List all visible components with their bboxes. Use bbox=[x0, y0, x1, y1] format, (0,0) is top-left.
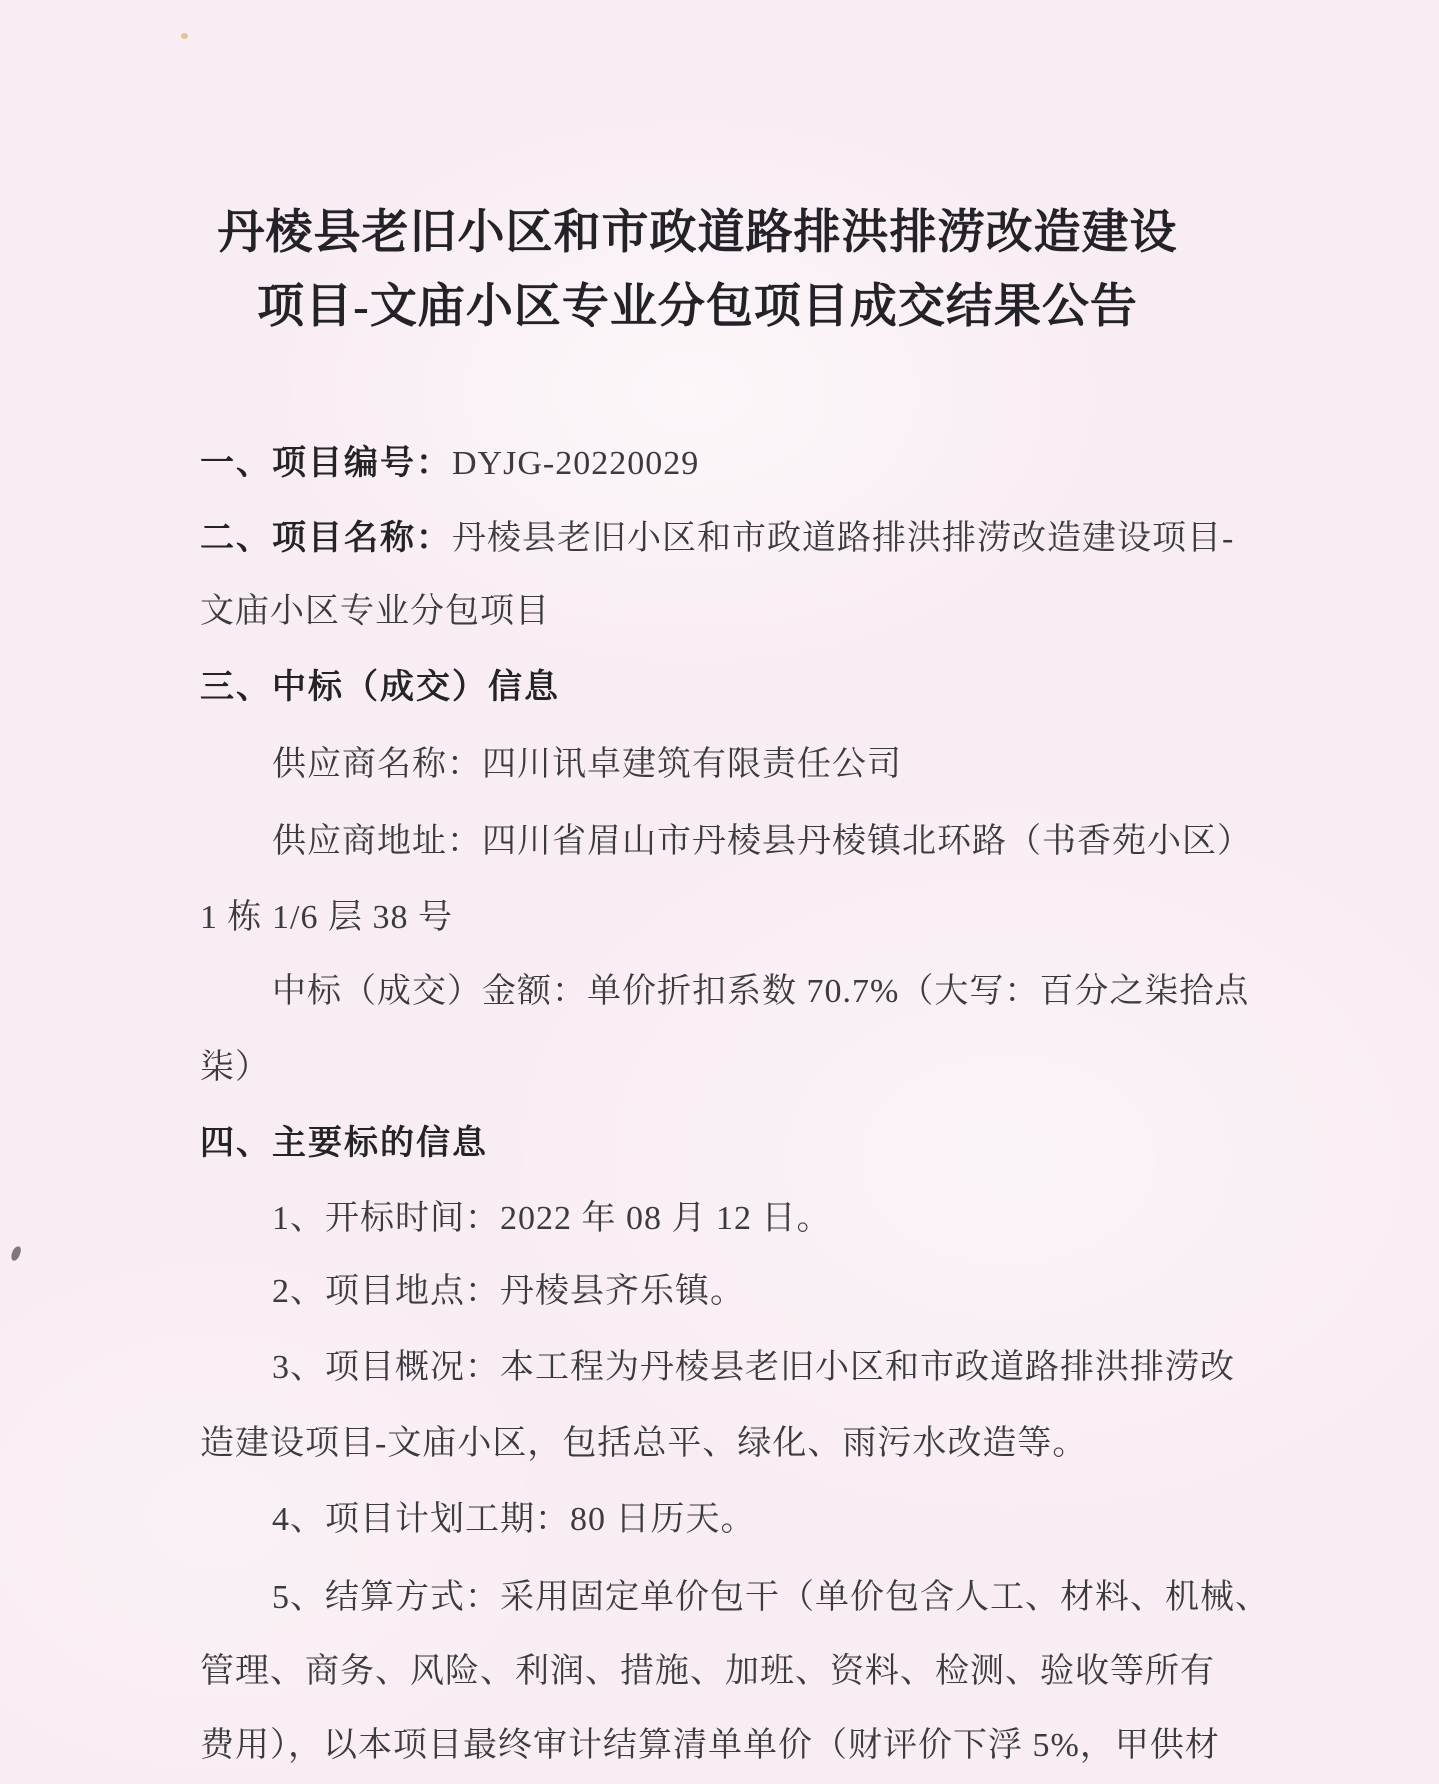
award-amount-continuation: 柒） bbox=[200, 1049, 270, 1086]
scan-speck-left bbox=[10, 1245, 22, 1262]
project-number-value: DYJG-20220029 bbox=[452, 445, 700, 482]
award-amount-line: 中标（成交）金额：单价折扣系数 70.7%（大写：百分之柒拾点 bbox=[272, 973, 1250, 1010]
title-line-2: 项目-文庙小区专业分包项目成交结果公告 bbox=[257, 281, 1138, 333]
project-name-line bbox=[200, 518, 1234, 559]
settlement-method-continuation-2: 费用），以本项目最终审计结算清单单价（财评价下浮 5%，甲供材 bbox=[200, 1727, 1220, 1764]
project-duration-line: 4、项目计划工期：80 日历天。 bbox=[272, 1501, 756, 1538]
project-name-continuation: 文庙小区专业分包项目 bbox=[200, 593, 550, 630]
project-name-value: 丹棱县老旧小区和市政道路排洪排涝改造建设项目- bbox=[452, 520, 1235, 557]
bid-opening-time-line: 1、开标时间：2022 年 08 月 12 日。 bbox=[272, 1200, 832, 1237]
supplier-address-continuation: 1 栋 1/6 层 38 号 bbox=[200, 899, 453, 936]
project-location-line: 2、项目地点：丹棱县齐乐镇。 bbox=[272, 1273, 745, 1310]
project-name-label: 二、项目名称： bbox=[200, 519, 452, 557]
award-info-heading: 三、中标（成交）信息 bbox=[200, 668, 560, 706]
project-overview-continuation: 造建设项目-文庙小区，包括总平、绿化、雨污水改造等。 bbox=[200, 1425, 1088, 1462]
supplier-address-line: 供应商地址：四川省眉山市丹棱县丹棱镇北环路（书香苑小区） bbox=[272, 823, 1252, 860]
project-number-line bbox=[200, 443, 699, 484]
document-title bbox=[170, 196, 1225, 344]
project-overview-line: 3、项目概况：本工程为丹棱县老旧小区和市政道路排洪排涝改 bbox=[272, 1349, 1235, 1386]
title-line-1: 丹棱县老旧小区和市政道路排洪排涝改造建设 bbox=[217, 207, 1178, 259]
settlement-method-continuation-1: 管理、商务、风险、利润、措施、加班、资料、检测、验收等所有 bbox=[200, 1653, 1215, 1690]
supplier-name-line: 供应商名称：四川讯卓建筑有限责任公司 bbox=[272, 746, 902, 783]
main-subject-heading: 四、主要标的信息 bbox=[200, 1124, 488, 1162]
settlement-method-line: 5、结算方式：采用固定单价包干（单价包含人工、材料、机械、 bbox=[272, 1579, 1270, 1616]
scan-speck-top bbox=[181, 33, 188, 39]
project-number-label: 一、项目编号： bbox=[200, 444, 452, 482]
